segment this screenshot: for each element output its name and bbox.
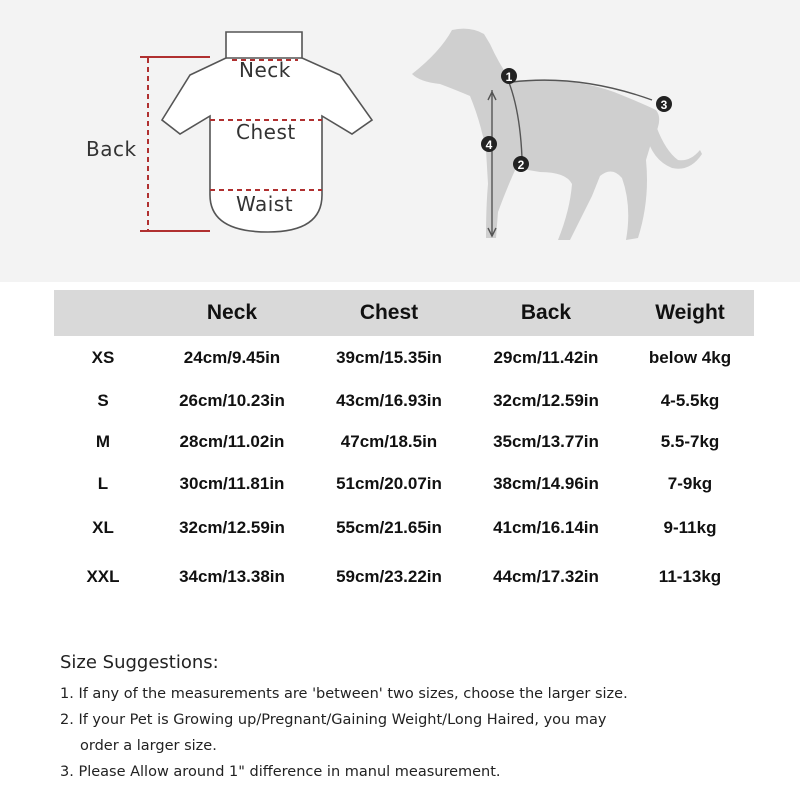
header-chest: Chest xyxy=(312,290,466,336)
garment-label-waist: Waist xyxy=(236,192,294,216)
weight-cell: 5.5-7kg xyxy=(660,432,720,451)
size-cell: M xyxy=(95,432,111,451)
back-cell: 38cm/14.96in xyxy=(493,474,599,493)
suggestions-title: Size Suggestions: xyxy=(60,652,219,673)
size-chart-table xyxy=(54,290,754,603)
chest-cell: 55cm/21.65in xyxy=(336,518,442,537)
header-back: Back xyxy=(466,290,626,336)
dog-marker-1 xyxy=(501,68,517,84)
weight-cell: 11-13kg xyxy=(658,567,722,586)
table-row xyxy=(54,505,754,551)
svg-text:3: 3 xyxy=(660,98,668,112)
neck-cell: 26cm/10.23in xyxy=(179,390,285,410)
svg-text:1: 1 xyxy=(505,70,513,84)
chest-cell: 47cm/18.5in xyxy=(340,432,438,451)
back-cell: 35cm/13.77in xyxy=(493,432,599,451)
chest-cell: 39cm/15.35in xyxy=(336,348,442,367)
table-row xyxy=(54,421,754,463)
table-row xyxy=(54,463,754,505)
neck-cell: 30cm/11.81in xyxy=(179,474,285,493)
dog-silhouette xyxy=(412,29,702,240)
suggestion-item-2-line2: order a larger size. xyxy=(80,738,217,754)
svg-text:2: 2 xyxy=(517,158,525,172)
table-row xyxy=(54,380,754,421)
size-cell: XS xyxy=(91,348,115,367)
suggestion-item-2 xyxy=(60,707,760,759)
garment-label-chest: Chest xyxy=(236,120,296,144)
weight-cell: 4-5.5kg xyxy=(660,390,720,410)
weight-cell: below 4kg xyxy=(648,348,732,367)
dog-marker-2 xyxy=(513,156,529,172)
size-cell: S xyxy=(97,390,109,410)
header-size xyxy=(54,290,152,336)
size-cell: XXL xyxy=(86,567,120,586)
neck-cell: 24cm/9.45in xyxy=(183,348,281,367)
table-header-row xyxy=(54,290,754,336)
table-row xyxy=(54,551,754,603)
back-cell: 29cm/11.42in xyxy=(493,348,599,367)
suggestion-item-2-line1: 2. If your Pet is Growing up/Pregnant/Gaining Weight/Long Haired, you may xyxy=(60,712,607,728)
header-weight: Weight xyxy=(626,290,754,336)
dog-marker-4 xyxy=(481,136,497,152)
neck-cell: 28cm/11.02in xyxy=(179,432,285,451)
weight-cell: 9-11kg xyxy=(663,518,717,537)
back-cell: 41cm/16.14in xyxy=(493,518,599,537)
weight-cell: 7-9kg xyxy=(667,474,713,493)
table-row xyxy=(54,336,754,380)
suggestion-item-3: 3. Please Allow around 1" difference in manul measurement. xyxy=(60,764,501,780)
size-cell: L xyxy=(97,474,109,493)
chest-cell: 59cm/23.22in xyxy=(336,567,442,586)
back-cell: 32cm/12.59in xyxy=(493,390,599,410)
dog-marker-3 xyxy=(656,96,672,112)
back-cell: 44cm/17.32in xyxy=(493,567,599,586)
garment-label-back: Back xyxy=(86,137,137,161)
neck-cell: 32cm/12.59in xyxy=(179,518,285,537)
svg-text:4: 4 xyxy=(485,138,493,152)
suggestion-item-1: 1. If any of the measurements are 'between' two sizes, choose the larger size. xyxy=(60,686,628,702)
header-neck: Neck xyxy=(152,290,312,336)
chest-cell: 43cm/16.93in xyxy=(336,390,442,410)
garment-label-neck: Neck xyxy=(239,58,291,82)
neck-cell: 34cm/13.38in xyxy=(179,567,285,586)
size-suggestions xyxy=(60,652,760,785)
chest-cell: 51cm/20.07in xyxy=(336,474,442,493)
size-cell: XL xyxy=(92,518,114,537)
